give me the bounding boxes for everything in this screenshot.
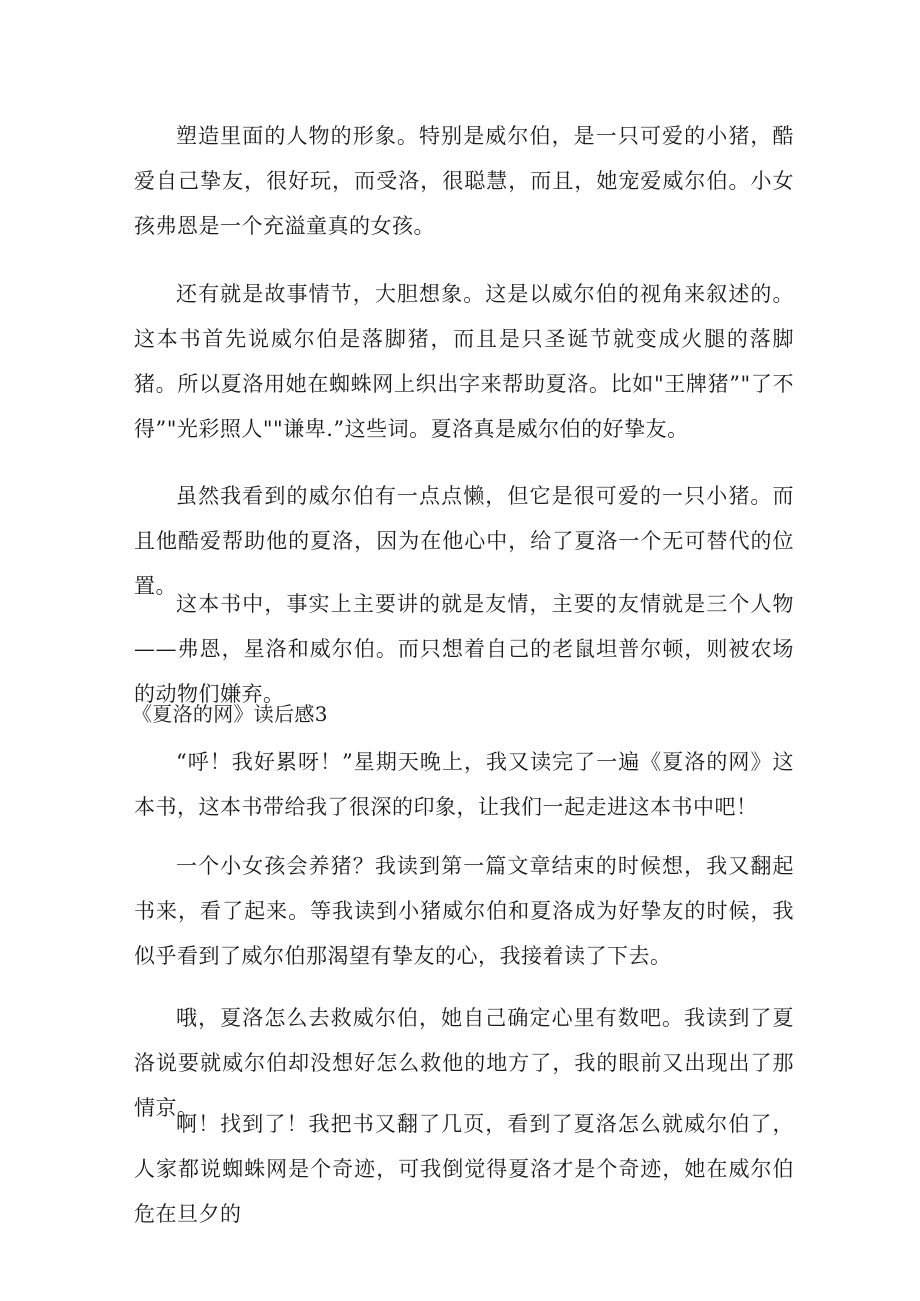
section-heading: 《夏洛的网》读后感3	[132, 702, 328, 726]
paragraph-1: 塑造里面的人物的形象。特别是威尔伯，是一只可爱的小猪，酷爱自己挚友，很好玩，而受洛，很聪慧，而且，她宠爱威尔伯。小女孩弗恩是一个充溢童真的女孩。	[134, 124, 794, 238]
paragraph-6: 一个小女孩会养猪？我读到第一篇文章结束的时候想，我又翻起书来，看了起来。等我读到小猪威尔伯和夏洛成为好挚友的时候，我似乎看到了威尔伯那渴望有挚友的心，我接着读了下去。	[134, 854, 794, 968]
paragraph-7: 哦，夏洛怎么去救威尔伯，她自己确定心里有数吧。我读到了夏洛说要就威尔伯却没想好怎么救他的地方了，我的眼前又出现出了那情京。	[134, 1006, 794, 1120]
paragraph-2: 还有就是故事情节，大胆想象。这是以威尔伯的视角来叙述的。这本书首先说威尔伯是落脚猪，而且是只圣诞节就变成火腿的落脚猪。所以夏洛用她在蜘蛛网上织出字来帮助夏洛。比如"王牌猪”"了不得”"光彩照人""谦卑.”这些词。夏洛真是威尔伯的好挚友。	[134, 282, 794, 441]
paragraph-5: “呼！我好累呀！”星期天晚上，我又读完了一遍《夏洛的网》这本书，这本书带给我了很深的印象，让我们一起走进这本书中吧！	[134, 750, 794, 819]
paragraph-4: 这本书中，事实上主要讲的就是友情，主要的友情就是三个人物——弗恩，星洛和威尔伯。而只想着自己的老鼠坦普尔顿，则被农场的动物们嫌弃。	[134, 592, 794, 706]
paragraph-3: 虽然我看到的威尔伯有一点点懒，但它是很可爱的一只小猪。而且他酷爱帮助他的夏洛，因为在他心中，给了夏洛一个无可替代的位置。	[134, 484, 794, 598]
paragraph-8: 啊！找到了！我把书又翻了几页，看到了夏洛怎么就威尔伯了，人家都说蜘蛛网是个奇迹，可我倒觉得夏洛才是个奇迹，她在威尔伯危在旦夕的	[134, 1112, 794, 1226]
